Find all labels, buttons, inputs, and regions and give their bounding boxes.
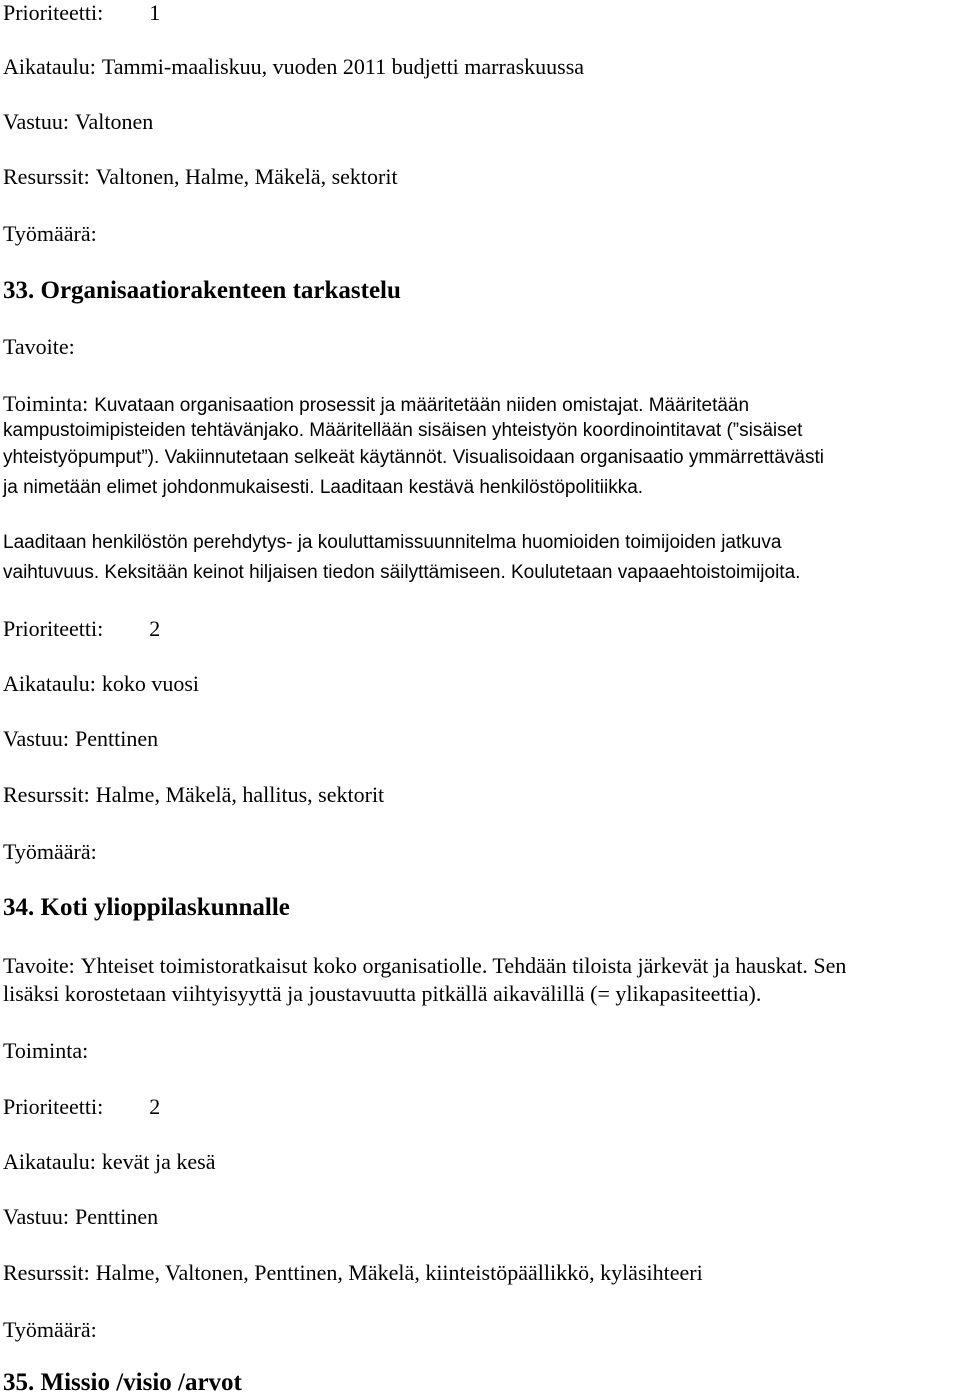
field-value: Yhteiset toimistoratkaisut koko organisatiolle. Tehdään tiloista järkevät ja hauskat. Sen	[80, 953, 847, 978]
section-heading: 34. Koti ylioppilaskunnalle	[3, 894, 290, 921]
workload-row	[3, 839, 97, 865]
field-label: Toiminta:	[3, 1038, 89, 1063]
priority-row	[3, 1094, 160, 1120]
field-label: Prioriteetti:	[3, 1094, 104, 1119]
field-label: Työmäärä:	[3, 1317, 97, 1342]
field-value: Penttinen	[75, 1204, 159, 1229]
paragraph-line: yhteistyöpumput”). Vakiinnutetaan selkeät käytännöt. Visualisoidaan organisaatio ymmärrettävästi	[3, 447, 824, 468]
workload-row	[3, 1317, 97, 1343]
responsible-row	[3, 726, 158, 752]
field-label: Prioriteetti:	[3, 616, 104, 641]
field-value: 2	[149, 616, 161, 641]
paragraph-line: ja nimetään elimet johdonmukaisesti. Laaditaan kestävä henkilöstöpolitiikka.	[3, 477, 644, 498]
field-value: koko vuosi	[101, 671, 200, 696]
section-heading: 35. Missio /visio /arvot	[3, 1369, 242, 1396]
field-label: Aikataulu:	[3, 671, 96, 696]
field-value: Halme, Valtonen, Penttinen, Mäkelä, kiinteistöpäällikkö, kyläsihteeri	[95, 1260, 703, 1285]
goal-row	[3, 334, 75, 360]
action-row	[3, 391, 749, 419]
field-value: 1	[149, 0, 161, 25]
paragraph-line: lisäksi korostetaan viihtyisyyttä ja joustavuutta pitkällä aikavälillä (= ylikapasiteettia).	[3, 981, 762, 1006]
field-label: Aikataulu:	[3, 54, 96, 79]
field-value: 2	[149, 1094, 161, 1119]
section-heading: 33. Organisaatiorakenteen tarkastelu	[3, 277, 401, 304]
resources-row	[3, 782, 384, 808]
paragraph-line: vaihtuvuus. Keksitään keinot hiljaisen tiedon säilyttämiseen. Koulutetaan vapaaehtoistoimijoita.	[3, 562, 801, 583]
action-row	[3, 1038, 88, 1064]
responsible-row	[3, 109, 153, 135]
workload-row	[3, 221, 97, 247]
field-value: Halme, Mäkelä, hallitus, sektorit	[95, 782, 385, 807]
field-label: Resurssit:	[3, 782, 90, 807]
field-value: Kuvataan organisaation prosessit ja määritetään niiden omistajat. Määritetään	[94, 395, 750, 416]
field-label: Vastuu:	[3, 726, 69, 751]
field-label: Työmäärä:	[3, 221, 97, 246]
responsible-row	[3, 1204, 158, 1230]
priority-row	[3, 0, 160, 26]
field-value: Valtonen	[75, 109, 154, 134]
schedule-row	[3, 54, 584, 80]
field-label: Vastuu:	[3, 109, 69, 134]
field-label: Vastuu:	[3, 1204, 69, 1229]
priority-row	[3, 616, 160, 642]
field-label: Työmäärä:	[3, 839, 97, 864]
paragraph-line: Laaditaan henkilöstön perehdytys- ja kouluttamissuunnitelma huomioiden toimijoiden jatkuva	[3, 532, 782, 553]
field-label: Toiminta:	[3, 391, 89, 416]
field-label: Resurssit:	[3, 164, 90, 189]
schedule-row	[3, 1149, 215, 1175]
field-label: Prioriteetti:	[3, 0, 104, 25]
field-value: kevät ja kesä	[101, 1149, 216, 1174]
goal-row	[3, 953, 846, 979]
field-label: Tavoite:	[3, 334, 75, 359]
field-label: Aikataulu:	[3, 1149, 96, 1174]
field-label: Tavoite:	[3, 953, 75, 978]
field-value: Valtonen, Halme, Mäkelä, sektorit	[95, 164, 398, 189]
field-label: Resurssit:	[3, 1260, 90, 1285]
schedule-row	[3, 671, 199, 697]
paragraph-line: kampustoimipisteiden tehtävänjako. Määritellään sisäisen yhteistyön koordinointitavat (”sisäiset	[3, 420, 803, 441]
field-value: Tammi-maaliskuu, vuoden 2011 budjetti marraskuussa	[101, 54, 585, 79]
field-value: Penttinen	[75, 726, 159, 751]
resources-row	[3, 164, 398, 190]
resources-row	[3, 1260, 703, 1286]
